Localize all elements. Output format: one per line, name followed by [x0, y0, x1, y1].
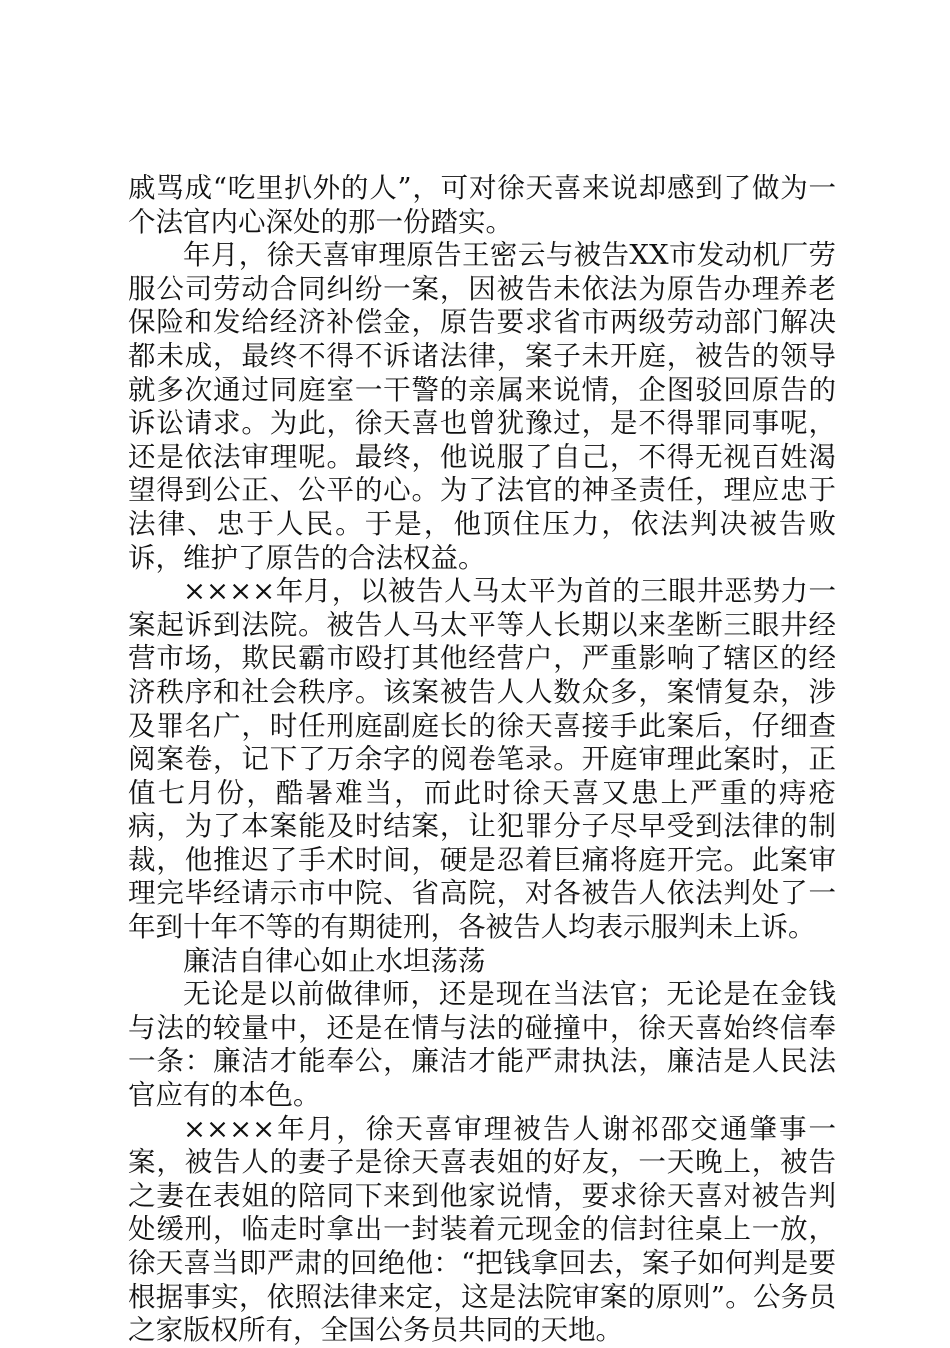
paragraph-criminal-case: ××××年月，以被告人马太平为首的三眼井恶势力一案起诉到法院。被告人马太平等人长期以来垄断三眼井经营市场，欺民霸市殴打其他经营户，严重影响了辖区的经济秩序和社会秩序。该案被告人人数众多，案情复杂，涉及罪名广，时任刑庭副庭长的徐天喜接手此案后，仔细查阅案卷，记下了万余字的阅卷笔录。开庭审理此案时，正值七月份，酷暑难当，而此时徐天喜又患上严重的痔疮病，为了本案能及时结案，让犯罪分子尽早受到法律的制裁，他推迟了手术时间，硬是忍着巨痛将庭开完。此案审理完毕经请示市中院、省高院，对各被告人依法判处了一年到十年不等的有期徒刑，各被告人均表示服判未上诉。 [128, 575, 836, 944]
section-heading: 廉洁自律心如止水坦荡荡 [183, 944, 486, 977]
paragraph-integrity: 无论是以前做律师，还是现在当法官；无论是在金钱与法的较量中，还是在情与法的碰撞中，徐天喜始终信奉一条：廉洁才能奉公，廉洁才能严肃执法，廉洁是人民法官应有的本色。 [128, 978, 836, 1112]
document-body [128, 172, 836, 1348]
paragraph-traffic-case: ××××年月，徐天喜审理被告人谢祁邵交通肇事一案，被告人的妻子是徐天喜表姐的好友，一天晚上，被告之妻在表姐的陪同下来到他家说情，要求徐天喜对被告判处缓刑，临走时拿出一封装着元现金的信封往桌上一放，徐天喜当即严肃的回绝他：“把钱拿回去，案子如何判是要根据事实，依照法律来定，这是法院审案的原则”。公务员之家版权所有，全国公务员共同的天地。 [128, 1112, 836, 1347]
paragraph-continued: 戚骂成“吃里扒外的人”，可对徐天喜来说却感到了做为一个法官内心深处的那一份踏实。 [128, 172, 836, 238]
paragraph-labor-case: 年月，徐天喜审理原告王密云与被告XX市发动机厂劳服公司劳动合同纠纷一案，因被告未依法为原告办理养老保险和发给经济补偿金，原告要求省市两级劳动部门解决都未成，最终不得不诉诸法律，案子未开庭，被告的领导就多次通过同庭室一干警的亲属来说情，企图驳回原告的诉讼请求。为此，徐天喜也曾犹豫过，是不得罪同事呢，还是依法审理呢。最终，他说服了自己，不得无视百姓渴望得到公正、公平的心。为了法官的神圣责任，理应忠于法律、忠于人民。于是，他顶住压力，依法判决被告败诉，维护了原告的合法权益。 [128, 239, 836, 574]
